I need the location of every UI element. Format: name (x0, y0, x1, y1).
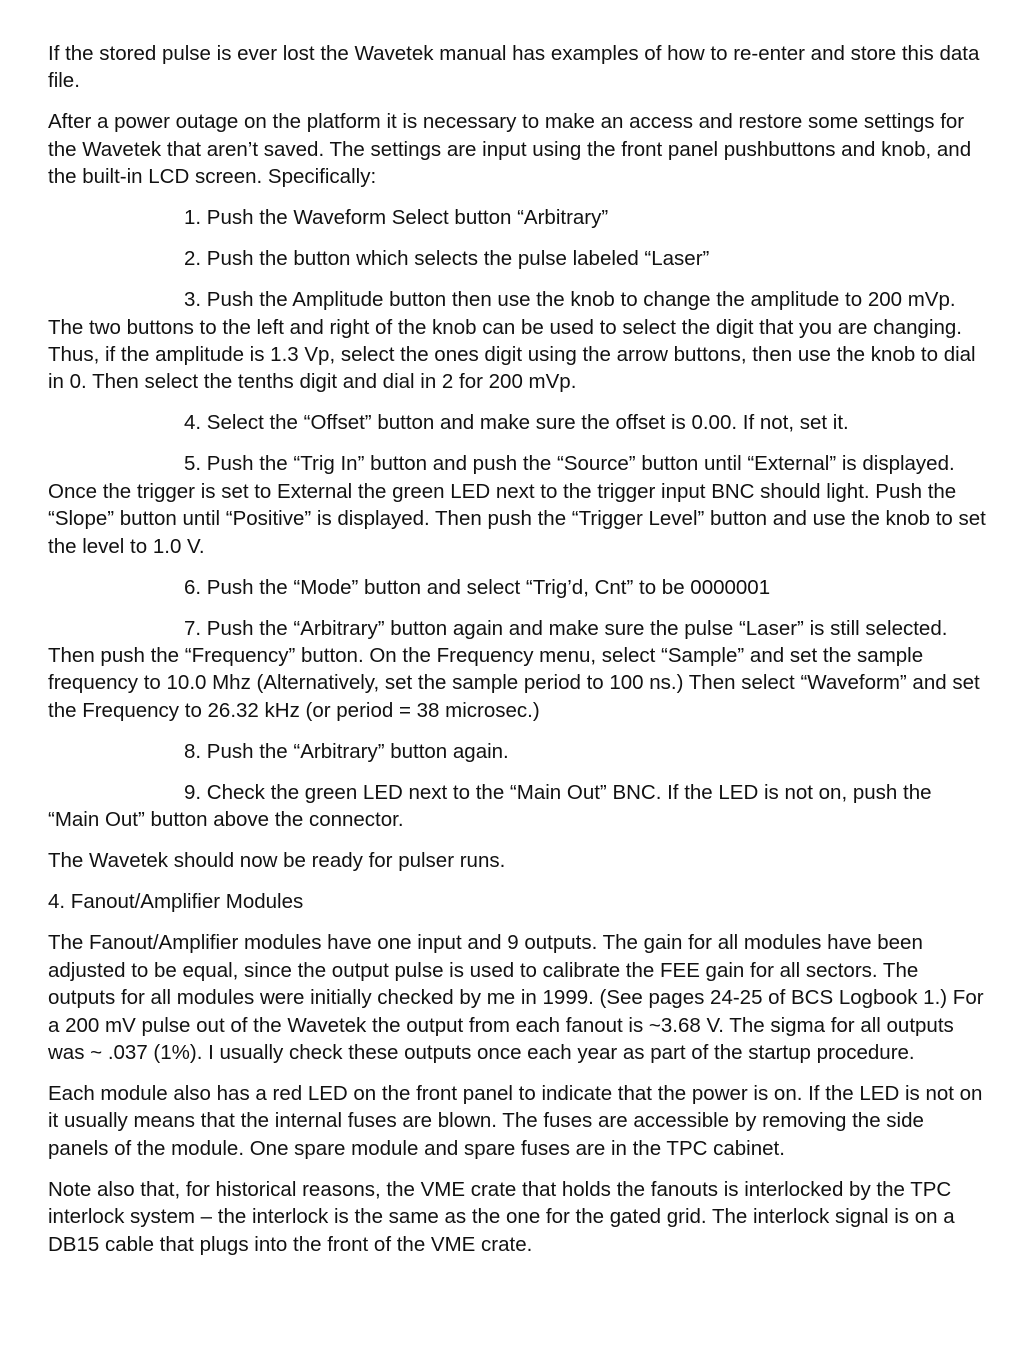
step-3: 3. Push the Amplitude button then use the knob to change the amplitude to 200 mVp. The two buttons to the left and right of the knob can be used to select the digit that you are changing. Thus, if the amplitude is 1.3 Vp, select the ones digit using the arrow buttons, then use the knob to dial in 0. Then select the tenths digit and dial in 2 for 200 mVp. (48, 288, 976, 394)
paragraph-fanout-modules: The Fanout/Amplifier modules have one input and 9 outputs. The gain for all modules have been adjusted to be equal, since the output pulse is used to calibrate the FEE gain for all sectors. The outputs for all modules were initially checked by me in 1999. (See pages 24-25 of BCS Logbook 1.) For a 200 mV pulse out of the Wavetek the output from each fanout is ~3.68 V. The sigma for all outputs was ~ .037 (1%). I usually check these outputs once each year as part of the startup procedure. (48, 931, 984, 1064)
step-5: 5. Push the “Trig In” button and push the “Source” button until “External” is displayed. Once the trigger is set to External the green LED next to the trigger input BNC should light. Push the “Slope” button until “Positive” is displayed. Then push the “Trigger Level” button and use the knob to set the level to 1.0 V. (48, 452, 986, 558)
paragraph-ready: The Wavetek should now be ready for pulser runs. (48, 849, 506, 873)
paragraph-stored-pulse: If the stored pulse is ever lost the Wavetek manual has examples of how to re-enter and store this data file. (48, 42, 980, 93)
step-1: 1. Push the Waveform Select button “Arbitrary” (184, 206, 609, 230)
step-9: 9. Check the green LED next to the “Main Out” BNC. If the LED is not on, push the “Main Out” button above the connector. (48, 780, 932, 832)
document-page (48, 40, 988, 1272)
step-4: 4. Select the “Offset” button and make sure the offset is 0.00. If not, set it. (184, 411, 849, 435)
step-2: 2. Push the button which selects the pulse labeled “Laser” (184, 247, 710, 271)
paragraph-power-outage: After a power outage on the platform it is necessary to make an access and restore some settings for the Wavetek that aren’t saved. The settings are input using the front panel pushbuttons and knob, and the built-in LCD screen. Specifically: (48, 110, 972, 189)
step-7: 7. Push the “Arbitrary” button again and make sure the pulse “Laser” is still selected. Then push the “Frequency” button. On the Frequency menu, select “Sample” and set the sample frequency to 10.0 Mhz (Alternatively, set the sample period to 100 ns.) Then select “Waveform” and set the Frequency to 26.32 kHz (or period = 38 microsec.) (48, 616, 980, 722)
step-6: 6. Push the “Mode” button and select “Trig’d, Cnt” to be 0000001 (184, 575, 771, 599)
step-8: 8. Push the “Arbitrary” button again. (184, 739, 509, 763)
paragraph-interlock: Note also that, for historical reasons, the VME crate that holds the fanouts is interlocked by the TPC interlock system – the interlock is the same as the one for the gated grid. The interlock signal is on a DB15 cable that plugs into the front of the VME crate. (48, 1177, 955, 1256)
section-heading: 4. Fanout/Amplifier Modules (48, 890, 304, 914)
paragraph-red-led: Each module also has a red LED on the front panel to indicate that the power is on. If the LED is not on it usually means that the internal fuses are blown. The fuses are accessible by removing the side panels of the module. One spare module and spare fuses are in the TPC cabinet. (48, 1081, 983, 1160)
